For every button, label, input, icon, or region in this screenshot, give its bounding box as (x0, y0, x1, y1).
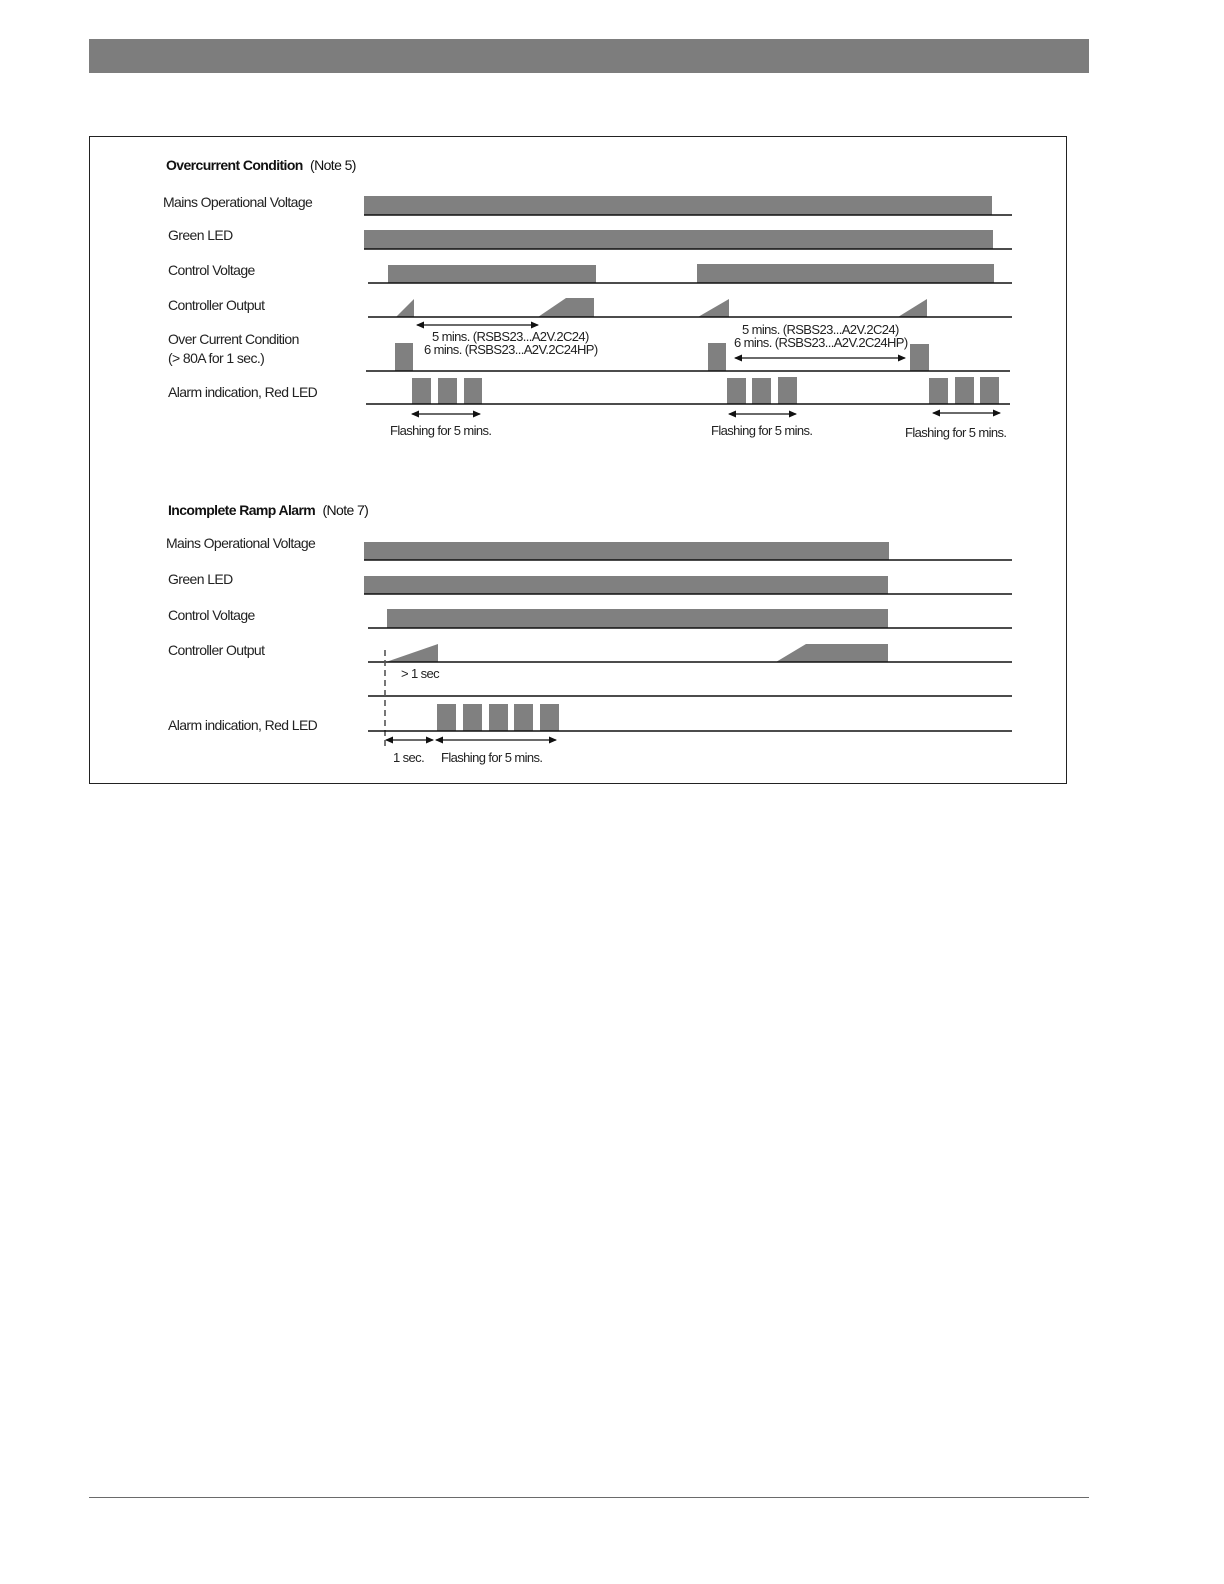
ramp-mains-signal (364, 542, 889, 560)
ramp-alarm-flash-3 (489, 704, 508, 731)
mains-signal (364, 196, 992, 215)
row-label-control-voltage: Control Voltage (168, 262, 255, 278)
annotation-6min-2: 6 mins. (RSBS23...A2V.2C24HP) (734, 335, 908, 350)
row-label-over-current-sub: (> 80A for 1 sec.) (168, 350, 265, 366)
controller-ramp-1 (396, 299, 414, 317)
ramp-alarm-flash-2 (463, 704, 482, 731)
annotation-5min-1: 5 mins. (RSBS23...A2V.2C24) (432, 329, 589, 344)
ramp-controller-ramp-2 (776, 644, 888, 662)
row-label-alarm: Alarm indication, Red LED (168, 384, 318, 400)
row-label-green-led: Green LED (168, 227, 233, 243)
row-label-mains: Mains Operational Voltage (163, 194, 313, 210)
annotation-ramp-flash: Flashing for 5 mins. (441, 750, 543, 765)
ramp-title: Incomplete Ramp Alarm (Note 7) (168, 502, 369, 518)
alarm-flash-6 (778, 377, 797, 404)
overcurrent-title: Overcurrent Condition (Note 5) (166, 157, 356, 173)
alarm-flash-9 (980, 377, 999, 404)
ramp-alarm-flash-4 (514, 704, 533, 731)
ramp-row-label-alarm: Alarm indication, Red LED (168, 717, 318, 733)
control-voltage-pulse-2 (697, 264, 994, 283)
ramp-row-label-mains: Mains Operational Voltage (166, 535, 316, 551)
annotation-6min-1: 6 mins. (RSBS23...A2V.2C24HP) (424, 342, 598, 357)
ramp-alarm-flash-5 (540, 704, 559, 731)
row-label-controller-output: Controller Output (168, 297, 265, 313)
alarm-flash-2 (438, 378, 457, 404)
alarm-flash-5 (752, 378, 771, 404)
annotation-flash-3: Flashing for 5 mins. (905, 425, 1007, 440)
controller-ramp-4 (898, 299, 927, 317)
green-led-signal (364, 230, 993, 249)
ramp-alarm-flash-1 (437, 704, 456, 731)
ramp-row-label-green-led: Green LED (168, 571, 233, 587)
footer-rule (89, 1497, 1089, 1498)
ramp-controller-ramp-1 (386, 644, 438, 662)
alarm-flash-3 (464, 378, 482, 404)
ramp-row-label-control-voltage: Control Voltage (168, 607, 255, 623)
over-current-pulse-2 (708, 343, 726, 371)
alarm-flash-4 (727, 378, 746, 404)
ramp-row-label-controller-output: Controller Output (168, 642, 265, 658)
annotation-one-sec: 1 sec. (393, 750, 425, 765)
annotation-flash-1: Flashing for 5 mins. (390, 423, 492, 438)
annotation-5min-2: 5 mins. (RSBS23...A2V.2C24) (742, 322, 899, 337)
over-current-pulse-3 (910, 344, 929, 371)
controller-ramp-3 (698, 299, 729, 317)
ramp-green-led-signal (364, 576, 888, 594)
alarm-flash-7 (929, 378, 948, 404)
control-voltage-pulse-1 (388, 265, 596, 283)
ramp-section (166, 502, 1012, 765)
over-current-pulse-1 (395, 343, 413, 371)
overcurrent-section (163, 157, 1012, 440)
alarm-flash-8 (955, 377, 974, 404)
row-label-over-current: Over Current Condition (168, 331, 299, 347)
annotation-gt-1sec: > 1 sec (401, 666, 440, 681)
controller-ramp-2 (538, 298, 594, 317)
ramp-control-voltage-signal (387, 609, 888, 628)
alarm-flash-1 (412, 378, 431, 404)
annotation-flash-2: Flashing for 5 mins. (711, 423, 813, 438)
